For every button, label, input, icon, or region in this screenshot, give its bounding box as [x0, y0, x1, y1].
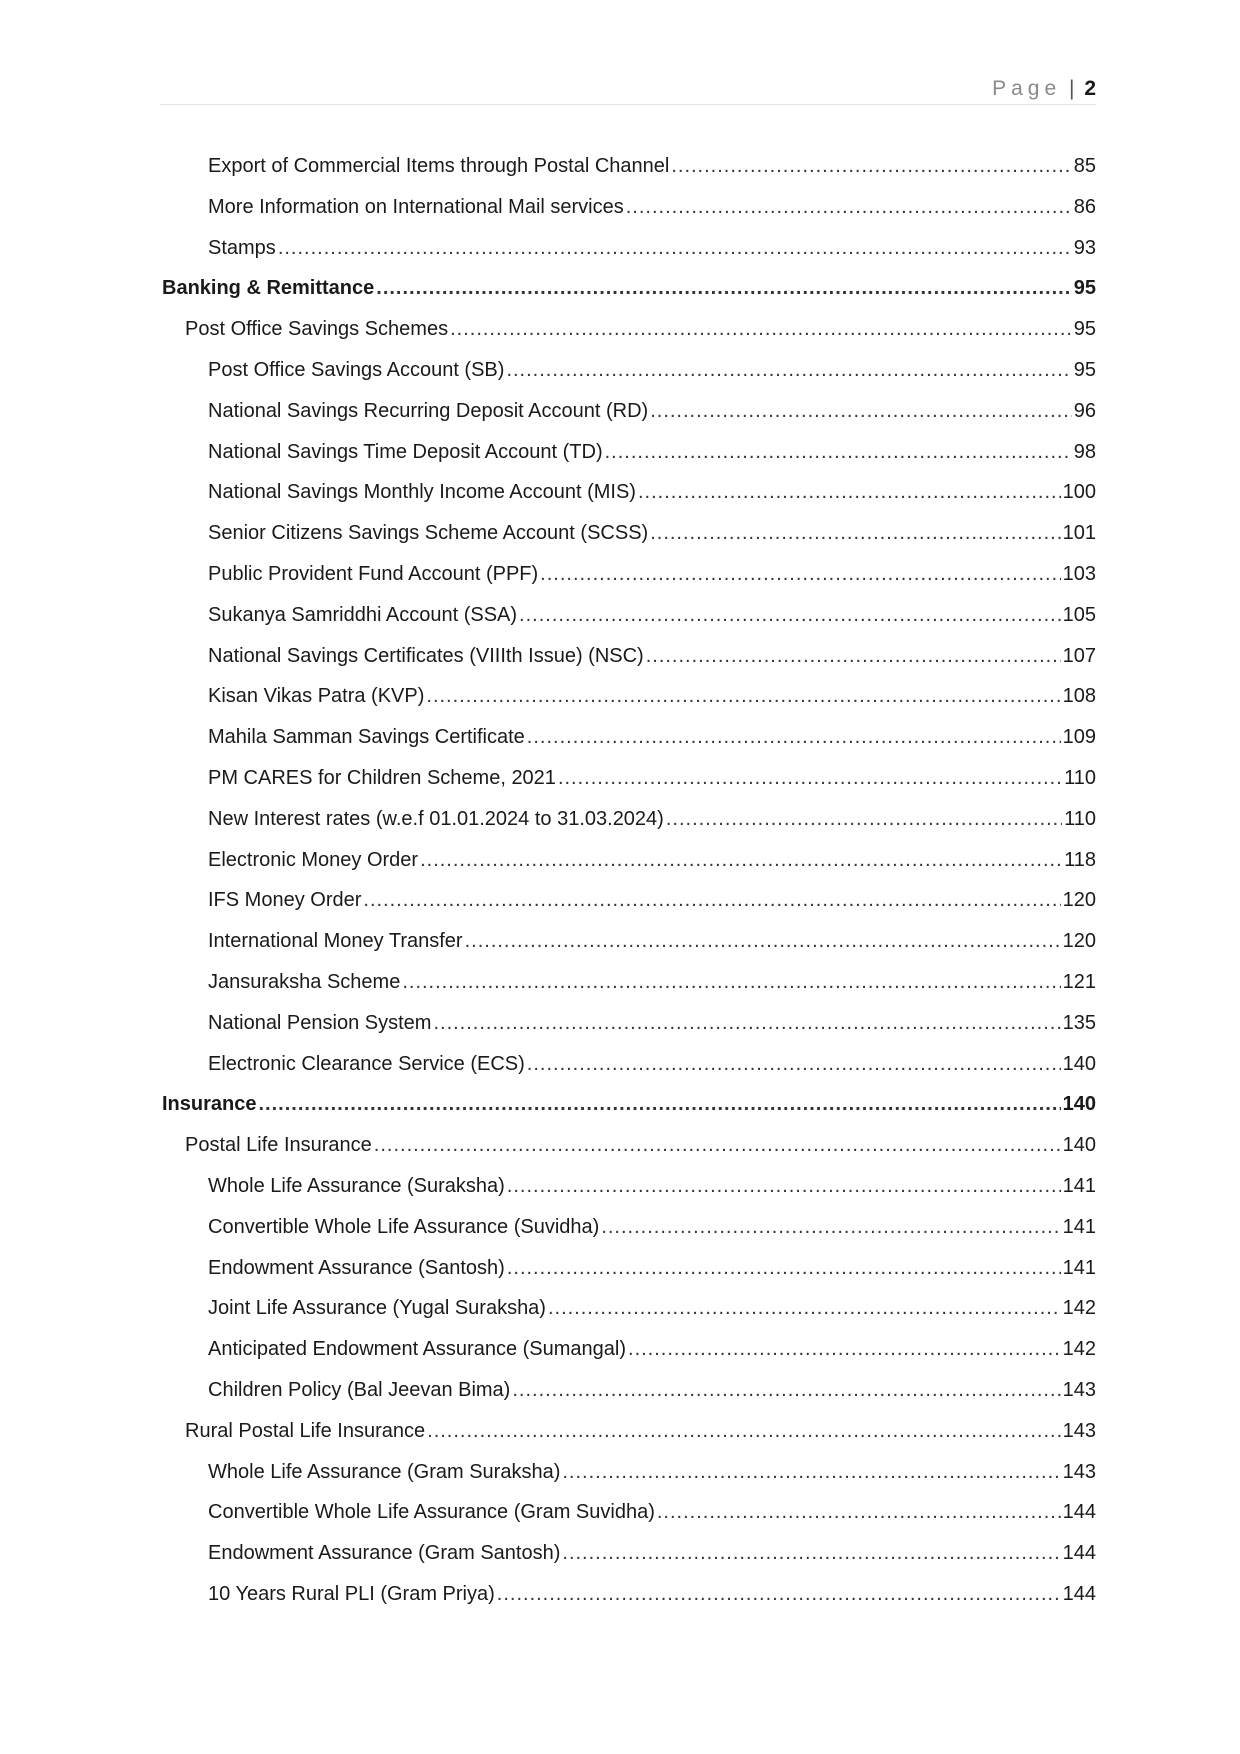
dot-leader	[465, 921, 1061, 962]
toc-entry-page-number: 95	[1073, 277, 1096, 300]
dot-leader	[363, 880, 1060, 921]
toc-entry-page-number: 120	[1062, 930, 1096, 953]
toc-entry-link[interactable]	[160, 880, 1096, 921]
toc-entry-title: Rural Postal Life Insurance	[185, 1419, 426, 1442]
toc-entry-title: National Savings Certificates (VIIIth Issue) (NSC)	[208, 644, 644, 667]
toc-entry-title: Endowment Assurance (Gram Santosh)	[208, 1542, 561, 1565]
dot-leader	[601, 1207, 1060, 1248]
dot-leader	[519, 595, 1061, 636]
dot-leader	[506, 350, 1071, 391]
dot-leader	[646, 636, 1061, 677]
toc-entry-page-number: 96	[1073, 399, 1096, 422]
toc-entry-title: National Savings Time Deposit Account (TD)	[208, 440, 603, 463]
dot-leader	[374, 1125, 1061, 1166]
toc-entry-link[interactable]	[160, 146, 1096, 187]
toc-entry-page-number: 110	[1064, 766, 1096, 789]
dot-leader	[562, 1533, 1060, 1574]
toc-entry-page-number: 144	[1062, 1542, 1096, 1565]
toc-entry-page-number: 120	[1062, 889, 1096, 912]
toc-entry-title: National Savings Recurring Deposit Account (RD)	[208, 399, 649, 422]
toc-entry-page-number: 141	[1062, 1215, 1096, 1238]
toc-entry-title: Whole Life Assurance (Suraksha)	[208, 1174, 505, 1197]
toc-entry-page-number: 143	[1062, 1419, 1096, 1442]
toc-entry-link[interactable]	[160, 350, 1096, 391]
toc-entry-page-number: 95	[1073, 358, 1096, 381]
dot-leader	[527, 717, 1061, 758]
toc-entry-link[interactable]	[160, 1329, 1096, 1370]
dot-leader	[650, 513, 1060, 554]
toc-entry-page-number: 140	[1062, 1052, 1096, 1075]
toc-entry-title: Insurance	[162, 1093, 257, 1116]
toc-entry-link[interactable]	[160, 1003, 1096, 1044]
toc-entry-page-number: 85	[1073, 155, 1096, 177]
toc-entry-title: National Pension System	[208, 1011, 432, 1034]
toc-entry-title: Anticipated Endowment Assurance (Sumangal)	[208, 1338, 627, 1361]
dot-leader	[562, 1452, 1060, 1493]
toc-subsection-link[interactable]	[160, 309, 1096, 350]
page-header	[160, 74, 1096, 105]
toc-entry-link[interactable]	[160, 1288, 1096, 1329]
toc-entry-page-number: 143	[1062, 1460, 1096, 1483]
toc-entry-title: Whole Life Assurance (Gram Suraksha)	[208, 1460, 561, 1483]
toc-entry-link[interactable]	[160, 1533, 1096, 1574]
dot-leader	[402, 962, 1060, 1003]
toc-entry-page-number: 121	[1062, 970, 1096, 993]
dot-leader	[497, 1574, 1061, 1615]
toc-entry-link[interactable]	[160, 1452, 1096, 1493]
toc-entry-page-number: 93	[1073, 236, 1096, 259]
toc-entry-page-number: 142	[1062, 1297, 1096, 1320]
toc-entry-title: Children Policy (Bal Jeevan Bima)	[208, 1378, 511, 1401]
dot-leader	[605, 432, 1072, 473]
toc-entry-title: Banking & Remittance	[162, 277, 375, 300]
dot-leader	[433, 1003, 1060, 1044]
toc-entry-link[interactable]	[160, 1370, 1096, 1411]
toc-entry-title: Electronic Money Order	[208, 848, 419, 871]
toc-entry-title: Senior Citizens Savings Scheme Account (SCSS)	[208, 522, 649, 545]
dot-leader	[507, 1248, 1061, 1289]
toc-entry-page-number: 108	[1062, 685, 1096, 708]
toc-entry-page-number: 110	[1064, 807, 1096, 830]
dot-leader	[548, 1288, 1061, 1329]
toc-entry-page-number: 101	[1062, 522, 1096, 545]
toc-entry-title: IFS Money Order	[208, 889, 362, 912]
toc-entry-title: PM CARES for Children Scheme, 2021	[208, 766, 556, 789]
toc-entry-link[interactable]	[160, 840, 1096, 881]
toc-section-heading[interactable]	[160, 268, 1096, 309]
toc-entry-link[interactable]	[160, 799, 1096, 840]
toc-subsection-link[interactable]	[160, 1411, 1096, 1452]
toc-entry-title: National Savings Monthly Income Account (MIS)	[208, 481, 636, 504]
toc-entry-title: Post Office Savings Account (SB)	[208, 358, 505, 381]
toc-entry-page-number: 141	[1062, 1256, 1096, 1279]
table-of-contents	[160, 146, 1096, 1615]
toc-entry-title: Jansuraksha Scheme	[208, 970, 401, 993]
toc-entry-title: Stamps	[208, 236, 276, 259]
toc-entry-title: Convertible Whole Life Assurance (Gram Suvidha)	[208, 1501, 655, 1524]
toc-entry-title: International Money Transfer	[208, 930, 463, 953]
dot-leader	[527, 1044, 1061, 1085]
toc-entry-title: Public Provident Fund Account (PPF)	[208, 562, 539, 585]
dot-leader	[671, 146, 1071, 187]
toc-entry-page-number: 105	[1062, 603, 1096, 626]
toc-entry-title: More Information on International Mail services	[208, 195, 624, 218]
toc-entry-title: Electronic Clearance Service (ECS)	[208, 1052, 525, 1075]
toc-entry-page-number: 100	[1062, 481, 1096, 504]
toc-entry-link[interactable]	[160, 676, 1096, 717]
toc-entry-link[interactable]	[160, 717, 1096, 758]
toc-entry-link[interactable]	[160, 1574, 1096, 1615]
toc-entry-title: Joint Life Assurance (Yugal Suraksha)	[208, 1297, 546, 1320]
dot-leader	[638, 472, 1061, 513]
dot-leader	[626, 187, 1072, 228]
toc-entry-page-number: 118	[1064, 848, 1096, 871]
page-separator: |	[1069, 77, 1075, 100]
toc-entry-link[interactable]	[160, 1166, 1096, 1207]
toc-entry-page-number: 140	[1062, 1093, 1096, 1116]
dot-leader	[427, 1411, 1060, 1452]
toc-entry-title: New Interest rates (w.e.f 01.01.2024 to 31.03.2024)	[208, 807, 664, 830]
toc-entry-title: Postal Life Insurance	[185, 1134, 372, 1157]
toc-entry-link[interactable]	[160, 636, 1096, 677]
dot-leader	[650, 391, 1072, 432]
toc-entry-link[interactable]	[160, 513, 1096, 554]
dot-leader	[657, 1492, 1061, 1533]
toc-entry-link[interactable]	[160, 1492, 1096, 1533]
toc-entry-title: Export of Commercial Items through Postal Channel	[208, 155, 670, 177]
dot-leader	[420, 840, 1062, 881]
toc-entry-link[interactable]	[160, 962, 1096, 1003]
toc-entry-link[interactable]	[160, 1248, 1096, 1289]
dot-leader	[450, 309, 1072, 350]
toc-entry-title: Convertible Whole Life Assurance (Suvidha)	[208, 1215, 600, 1238]
toc-entry-link[interactable]	[160, 187, 1096, 228]
toc-entry-page-number: 135	[1062, 1011, 1096, 1034]
toc-entry-page-number: 144	[1062, 1501, 1096, 1524]
toc-entry-link[interactable]	[160, 921, 1096, 962]
toc-subsection-link[interactable]	[160, 1125, 1096, 1166]
dot-leader	[258, 1084, 1060, 1125]
toc-entry-page-number: 142	[1062, 1338, 1096, 1361]
toc-entry-page-number: 95	[1073, 318, 1096, 341]
dot-leader	[512, 1370, 1060, 1411]
dot-leader	[540, 554, 1060, 595]
dot-leader	[558, 758, 1062, 799]
toc-entry-title: Sukanya Samriddhi Account (SSA)	[208, 603, 518, 626]
toc-entry-link[interactable]	[160, 472, 1096, 513]
toc-entry-page-number: 98	[1073, 440, 1096, 463]
page-label: Page	[992, 77, 1062, 100]
toc-section-heading[interactable]	[160, 1084, 1096, 1125]
toc-entry-page-number: 103	[1062, 562, 1096, 585]
toc-entry-link[interactable]	[160, 1207, 1096, 1248]
toc-entry-page-number: 109	[1062, 726, 1096, 749]
toc-entry-page-number: 140	[1062, 1134, 1096, 1157]
toc-entry-page-number: 144	[1062, 1582, 1096, 1605]
toc-entry-link[interactable]	[160, 758, 1096, 799]
toc-entry-link[interactable]	[160, 554, 1096, 595]
dot-leader	[376, 268, 1071, 309]
toc-entry-title: 10 Years Rural PLI (Gram Priya)	[208, 1582, 495, 1605]
dot-leader	[507, 1166, 1061, 1207]
dot-leader	[426, 676, 1060, 717]
toc-entry-title: Endowment Assurance (Santosh)	[208, 1256, 505, 1279]
toc-entry-link[interactable]	[160, 391, 1096, 432]
toc-entry-title: Post Office Savings Schemes	[185, 318, 449, 341]
toc-entry-page-number: 143	[1062, 1378, 1096, 1401]
page-number: 2	[1084, 77, 1096, 100]
toc-entry-page-number: 107	[1062, 644, 1096, 667]
toc-entry-link[interactable]	[160, 432, 1096, 473]
toc-entry-title: Kisan Vikas Patra (KVP)	[208, 685, 425, 708]
dot-leader	[278, 228, 1072, 269]
dot-leader	[666, 799, 1062, 840]
toc-entry-page-number: 86	[1073, 195, 1096, 218]
toc-entry-link[interactable]	[160, 1044, 1096, 1085]
toc-entry-link[interactable]	[160, 228, 1096, 269]
toc-entry-page-number: 141	[1062, 1174, 1096, 1197]
dot-leader	[628, 1329, 1061, 1370]
toc-entry-link[interactable]	[160, 595, 1096, 636]
toc-entry-title: Mahila Samman Savings Certificate	[208, 726, 525, 749]
